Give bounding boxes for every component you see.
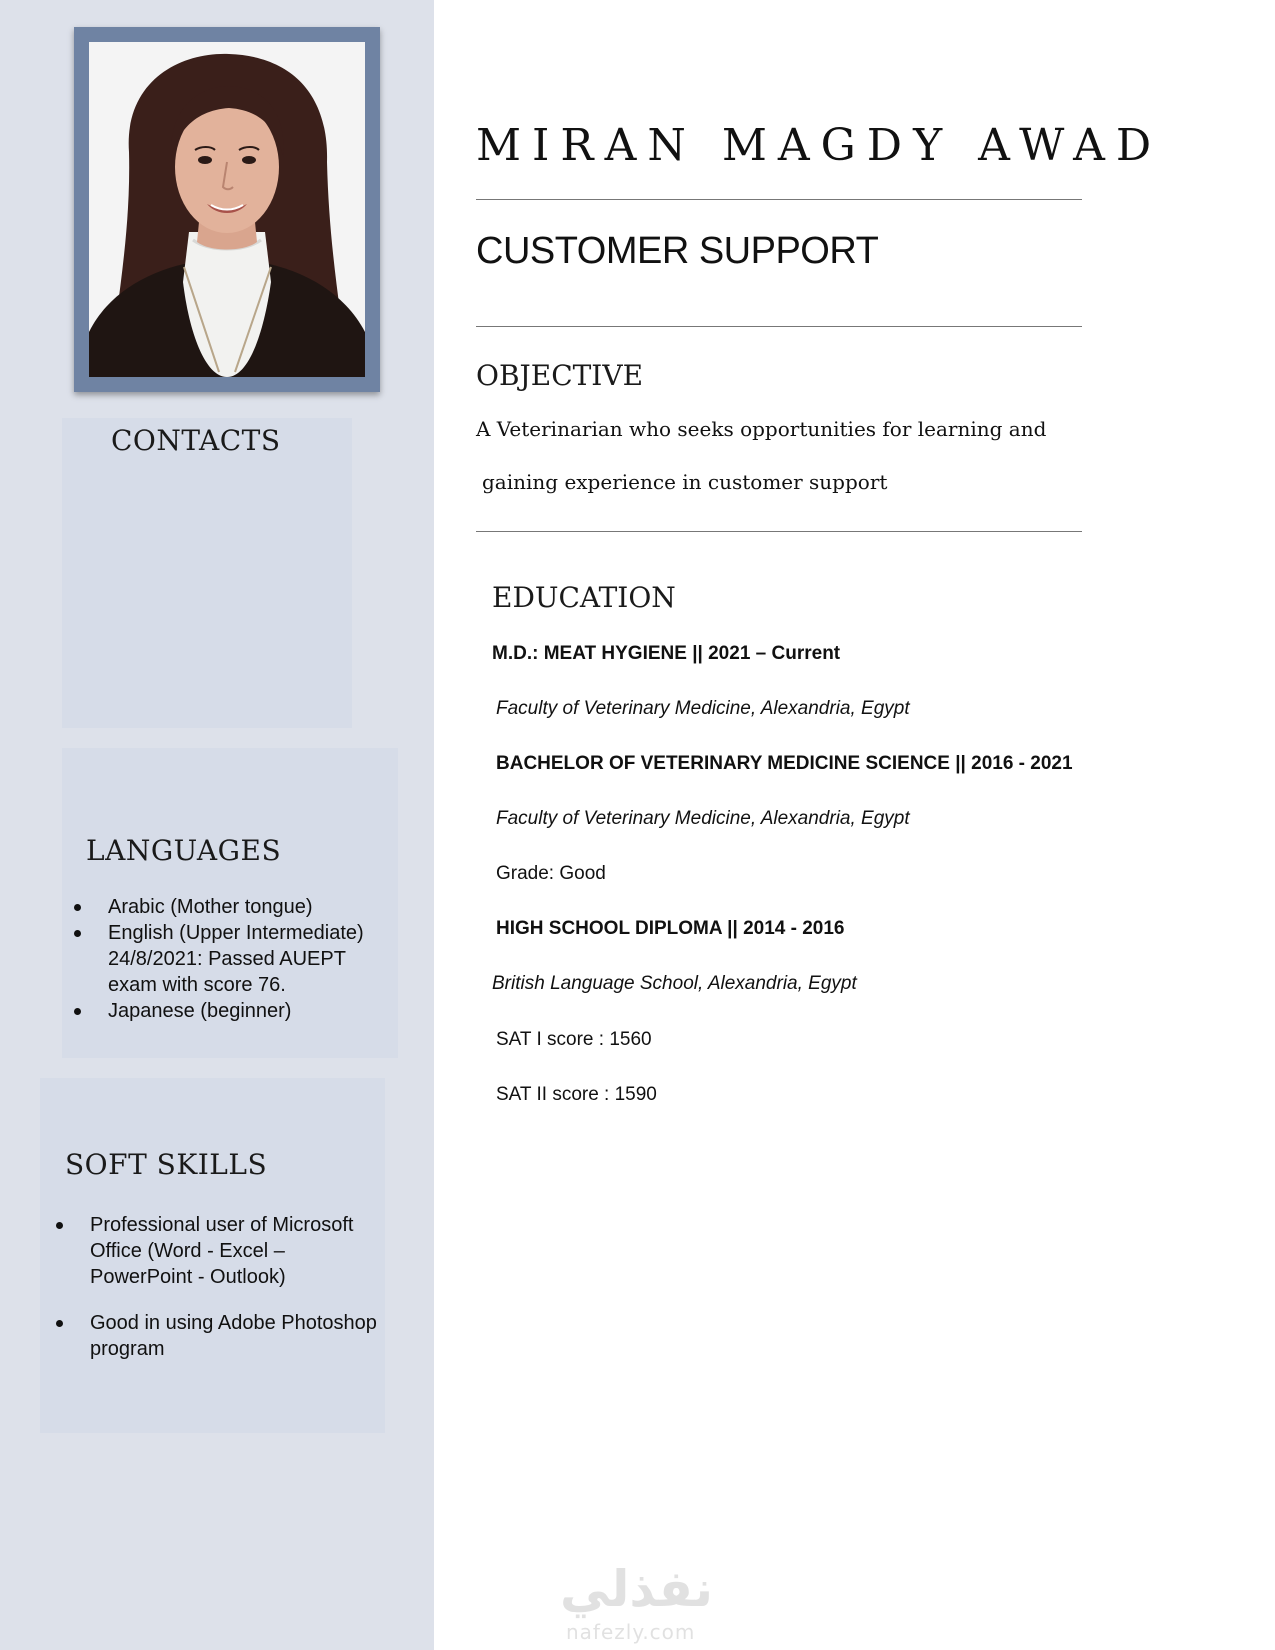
language-item: English (Upper Intermediate) 24/8/2021: Passed AUEPT exam with score 76. [68, 920, 398, 998]
header-rule [476, 199, 1082, 200]
job-title: CUSTOMER SUPPORT [476, 230, 879, 272]
objective-text-line: A Veterinarian who seeks opportunities for learning and [476, 417, 1047, 441]
languages-list [68, 894, 398, 1024]
watermark-latin: nafezly.com [566, 1620, 696, 1644]
profile-photo [89, 42, 365, 377]
education-degree: BACHELOR OF VETERINARY MEDICINE SCIENCE || 2016 - 2021 [496, 753, 1073, 774]
candidate-name: MIRAN MAGDY AWAD [476, 120, 1163, 171]
objective-text-line: gaining experience in customer support [482, 470, 888, 494]
watermark-arabic: نفذلي [560, 1560, 714, 1618]
section-rule [476, 326, 1082, 327]
languages-heading: LANGUAGES [86, 834, 282, 867]
education-score: SAT I score : 1560 [496, 1029, 652, 1050]
profile-photo-frame [74, 27, 380, 392]
watermark [560, 1560, 720, 1645]
main-content [434, 0, 1275, 1650]
section-rule [476, 531, 1082, 532]
objective-heading: OBJECTIVE [476, 359, 644, 392]
education-grade: Grade: Good [496, 863, 606, 884]
contacts-heading: CONTACTS [111, 424, 281, 457]
education-degree: M.D.: MEAT HYGIENE || 2021 – Current [492, 643, 841, 664]
soft-skill-item: Good in using Adobe Photoshop program [50, 1310, 380, 1362]
soft-skills-list [50, 1212, 380, 1362]
education-heading: EDUCATION [492, 581, 676, 614]
portrait-illustration [89, 42, 365, 377]
language-item: Arabic (Mother tongue) [68, 894, 398, 920]
contacts-panel [62, 418, 352, 728]
soft-skill-item: Professional user of Microsoft Office (Word - Excel – PowerPoint - Outlook) [50, 1212, 380, 1290]
sidebar [0, 0, 434, 1650]
education-school: British Language School, Alexandria, Egypt [492, 973, 857, 994]
education-score: SAT II score : 1590 [496, 1084, 657, 1105]
education-school: Faculty of Veterinary Medicine, Alexandria, Egypt [496, 808, 910, 829]
soft-skills-heading: SOFT SKILLS [65, 1148, 268, 1181]
education-school: Faculty of Veterinary Medicine, Alexandria, Egypt [496, 698, 910, 719]
education-degree: HIGH SCHOOL DIPLOMA || 2014 - 2016 [496, 918, 845, 939]
language-item: Japanese (beginner) [68, 998, 398, 1024]
